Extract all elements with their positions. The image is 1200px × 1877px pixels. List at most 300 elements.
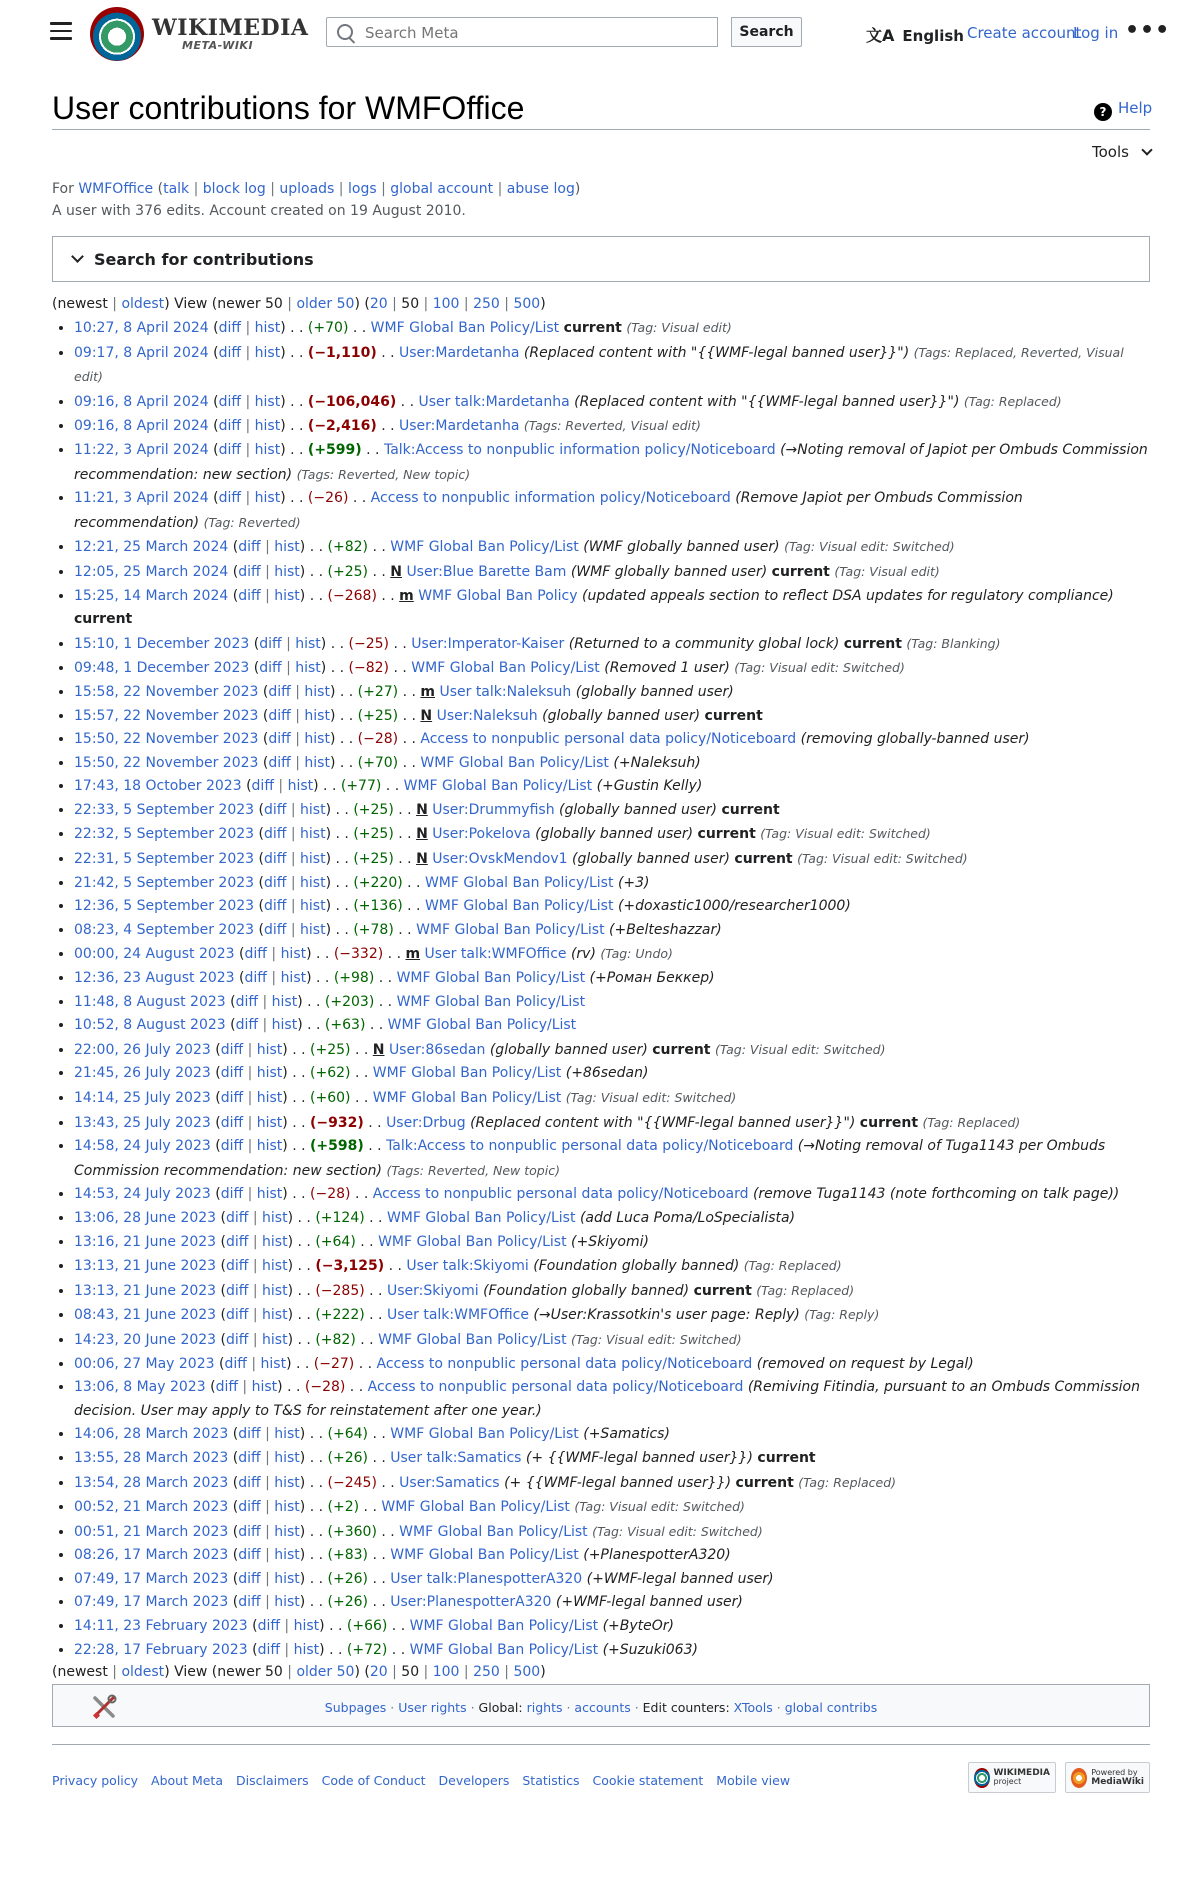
mediawiki-badge-icon	[1071, 1768, 1087, 1788]
separator: |	[260, 1523, 275, 1540]
separator: |	[281, 635, 296, 652]
diff-link[interactable]: diff	[238, 539, 261, 556]
help-link[interactable]	[1094, 99, 1152, 121]
footer-link[interactable]: Privacy policy	[52, 1773, 139, 1788]
diff-link[interactable]: diff	[264, 801, 287, 818]
timestamp-link[interactable]: 15:10, 1 December 2023	[74, 635, 250, 652]
limit-link[interactable]: 20	[369, 296, 388, 312]
timestamp-link[interactable]: 10:27, 8 April 2024	[74, 320, 209, 336]
xtools-link[interactable]: XTools	[733, 1700, 773, 1716]
create-account-link[interactable]: Create account	[967, 24, 1082, 42]
hist-link[interactable]: hist	[254, 490, 281, 507]
diff-link[interactable]: diff	[238, 1547, 261, 1564]
timestamp-link[interactable]: 12:21, 25 March 2024	[74, 539, 229, 556]
timestamp-link[interactable]: 14:58, 24 July 2023	[74, 1138, 211, 1155]
size-change: (−26)	[307, 490, 349, 507]
new-page-flag: N	[416, 801, 428, 818]
hist-link[interactable]: hist	[295, 660, 321, 677]
edit-summary: (→Noting removal of Tuga1143 per Ombuds Commission recommendation: new section)	[74, 1138, 1106, 1179]
user-tool-link[interactable]: abuse log	[506, 181, 575, 197]
page-link[interactable]: WMF Global Ban Policy/List	[378, 1233, 567, 1250]
page-link[interactable]: User talk:WMFOffice	[386, 1307, 529, 1324]
hist-link[interactable]: hist	[254, 393, 281, 410]
limit-link[interactable]: 100	[432, 1664, 460, 1681]
timestamp-link[interactable]: 00:06, 27 May 2023	[74, 1355, 215, 1372]
page-link[interactable]: User:Drbug	[386, 1114, 466, 1131]
edit-summary: (+ByteOr)	[602, 1618, 675, 1635]
hist-link[interactable]: hist	[256, 1186, 283, 1203]
timestamp-link[interactable]: 13:55, 28 March 2023	[74, 1449, 229, 1466]
page-link[interactable]: User talk:Mardetanha	[418, 393, 570, 410]
hist-link[interactable]: hist	[274, 1474, 300, 1491]
timestamp-link[interactable]: 14:06, 28 March 2023	[74, 1426, 229, 1443]
powered-by-mediawiki-badge[interactable]	[1065, 1762, 1150, 1793]
size-value: +70	[363, 754, 393, 771]
global-rights-link[interactable]: rights	[526, 1700, 563, 1716]
timestamp-link[interactable]: 13:06, 8 May 2023	[74, 1379, 206, 1396]
hist-link[interactable]: hist	[271, 993, 298, 1010]
user-tool-link[interactable]: talk	[163, 181, 190, 197]
separator: |	[243, 1138, 257, 1155]
hist-link[interactable]: hist	[295, 635, 321, 652]
diff-link[interactable]: diff	[220, 1041, 244, 1058]
diff-link[interactable]: diff	[218, 344, 242, 361]
diff-link[interactable]: diff	[251, 778, 274, 795]
diff-link[interactable]: diff	[238, 563, 261, 580]
size-change: (+70)	[307, 320, 349, 336]
page-link[interactable]: Access to nonpublic personal data policy/Noticeboard	[420, 731, 797, 748]
page-link[interactable]: User:Blue Barette Bam	[406, 563, 567, 580]
timestamp-link[interactable]: 12:36, 5 September 2023	[74, 898, 255, 915]
older-link[interactable]: older 50	[296, 1664, 355, 1681]
diff-link[interactable]: diff	[259, 660, 282, 677]
hist-link[interactable]: hist	[304, 707, 330, 724]
more-options-icon[interactable]: •••	[1125, 18, 1171, 43]
hist-link[interactable]: hist	[274, 563, 300, 580]
page-link[interactable]: WMF Global Ban Policy/List	[416, 921, 605, 938]
separator: |	[260, 1449, 275, 1466]
page-link[interactable]: User:Mardetanha	[399, 344, 520, 361]
diff-link[interactable]: diff	[264, 921, 287, 938]
separator: |	[290, 731, 305, 748]
limit-link[interactable]: 100	[432, 296, 460, 312]
timestamp-link[interactable]: 13:06, 28 June 2023	[74, 1209, 217, 1226]
diff-link[interactable]: diff	[226, 1209, 249, 1226]
hist-link[interactable]: hist	[304, 731, 330, 748]
page-link[interactable]: User:86sedan	[388, 1041, 486, 1058]
size-value: +360	[332, 1523, 372, 1540]
timestamp-link[interactable]: 07:49, 17 March 2023	[74, 1594, 229, 1611]
size-value: +98	[339, 970, 369, 987]
separator: |	[241, 441, 255, 458]
page-link[interactable]: Talk:Access to nonpublic personal data policy/Noticeboard	[386, 1138, 794, 1155]
page-link[interactable]: User talk:Skiyomi	[406, 1258, 529, 1275]
diff-link[interactable]: diff	[226, 1258, 249, 1275]
login-link[interactable]: Log in	[1073, 24, 1119, 42]
footer-link[interactable]: Code of Conduct	[321, 1773, 426, 1788]
page-link[interactable]: Access to nonpublic information policy/Noticeboard	[370, 490, 731, 507]
page-link[interactable]: User talk:Samatics	[390, 1449, 522, 1466]
hist-link[interactable]: hist	[274, 1426, 300, 1443]
hist-link[interactable]: hist	[280, 946, 307, 963]
timestamp-link[interactable]: 22:28, 17 February 2023	[74, 1641, 248, 1658]
hist-link[interactable]: hist	[254, 320, 281, 336]
page-link[interactable]: WMF Global Ban Policy/List	[424, 874, 614, 891]
page-link[interactable]: WMF Global Ban Policy/List	[390, 1426, 579, 1443]
page-link[interactable]: WMF Global Ban Policy	[418, 587, 578, 604]
timestamp-link[interactable]: 10:52, 8 August 2023	[74, 1017, 226, 1034]
page-link[interactable]: Access to nonpublic personal data policy/Noticeboard	[372, 1186, 749, 1203]
timestamp-link[interactable]: 15:25, 14 March 2024	[74, 587, 229, 604]
page-link[interactable]: WMF Global Ban Policy/List	[372, 1065, 562, 1082]
diff-link[interactable]: diff	[235, 993, 259, 1010]
diff-link[interactable]: diff	[220, 1186, 244, 1203]
page-link[interactable]: User:Mardetanha	[399, 418, 520, 435]
hist-link[interactable]: hist	[260, 1355, 287, 1372]
hist-link[interactable]: hist	[262, 1233, 288, 1250]
search-button[interactable]: Search	[731, 17, 802, 47]
timestamp-link[interactable]: 14:11, 23 February 2023	[74, 1618, 248, 1635]
tags: (Tag: Reverted)	[203, 514, 301, 530]
hist-link[interactable]: hist	[254, 344, 281, 361]
timestamp-link[interactable]: 22:00, 26 July 2023	[74, 1041, 211, 1058]
edit-summary: (remove Tuga1143 (note forthcoming on talk page))	[752, 1186, 1120, 1203]
hist-link[interactable]: hist	[300, 898, 326, 915]
timestamp-link[interactable]: 08:43, 21 June 2023	[74, 1307, 217, 1324]
hist-link[interactable]: hist	[262, 1282, 288, 1299]
diff-link[interactable]: diff	[218, 441, 242, 458]
global-contribs-link[interactable]: global contribs	[784, 1700, 878, 1716]
hist-link[interactable]: hist	[271, 1017, 298, 1034]
timestamp-link[interactable]: 21:45, 26 July 2023	[74, 1065, 211, 1082]
timestamp-link[interactable]: 08:26, 17 March 2023	[74, 1547, 229, 1564]
contribution-item: • 07:49, 17 March 2023 (diff | hist) . . (+26) . . User talk:PlanespotterA320 (+WMF-legal banned user)	[74, 1568, 1150, 1592]
timestamp-link[interactable]: 14:14, 25 July 2023	[74, 1090, 211, 1106]
diff-link[interactable]: diff	[264, 826, 287, 843]
page-link[interactable]: WMF Global Ban Policy/List	[370, 320, 560, 336]
timestamp-link[interactable]: 15:50, 22 November 2023	[74, 754, 259, 771]
badge-mw-line1: Powered by	[1091, 1767, 1138, 1777]
size-value: +124	[320, 1209, 360, 1226]
footer-link[interactable]: Cookie statement	[592, 1773, 704, 1788]
edit-summary: (Returned to a community global lock)	[568, 635, 840, 652]
current-label: current	[652, 1041, 711, 1058]
page-link[interactable]: WMF Global Ban Policy/List	[420, 754, 609, 771]
limit-link[interactable]: 500	[513, 1664, 541, 1681]
size-value: −28	[315, 1186, 346, 1203]
page-link[interactable]: User:Naleksuh	[436, 707, 538, 724]
diff-link[interactable]: diff	[220, 1065, 244, 1082]
hist-link[interactable]: hist	[274, 1547, 300, 1564]
page-link[interactable]: WMF Global Ban Policy/List	[390, 539, 579, 556]
size-value: +70	[313, 320, 343, 336]
diff-link[interactable]: diff	[268, 754, 291, 771]
timestamp-link[interactable]: 09:16, 8 April 2024	[74, 418, 209, 435]
tools-dropdown[interactable]	[1092, 143, 1151, 161]
hist-link[interactable]: hist	[300, 826, 326, 843]
diff-link[interactable]: diff	[226, 1233, 249, 1250]
current-label: current	[859, 1114, 919, 1131]
timestamp-link[interactable]: 21:42, 5 September 2023	[74, 874, 255, 891]
diff-link[interactable]: diff	[215, 1379, 238, 1396]
separator: |	[246, 1355, 261, 1372]
user-tool-link[interactable]: uploads	[279, 181, 335, 197]
separator: |	[499, 1664, 514, 1681]
diff-link[interactable]: diff	[235, 1017, 259, 1034]
diff-link[interactable]: diff	[226, 1331, 249, 1348]
size-value: +72	[352, 1641, 382, 1658]
separator: |	[107, 296, 122, 312]
timestamp-link[interactable]: 12:36, 23 August 2023	[74, 970, 235, 987]
size-value: −28	[363, 731, 393, 748]
hist-link[interactable]: hist	[262, 1307, 288, 1324]
hist-link[interactable]: hist	[254, 418, 281, 435]
search-input[interactable]	[363, 23, 707, 43]
hist-link[interactable]: hist	[304, 683, 330, 700]
diff-link[interactable]: diff	[244, 946, 267, 963]
diff-link[interactable]: diff	[220, 1114, 244, 1131]
search-contributions-toggle[interactable]	[52, 236, 1150, 282]
page-link[interactable]: WMF Global Ban Policy/List	[378, 1331, 567, 1348]
timestamp-link[interactable]: 13:13, 21 June 2023	[74, 1282, 217, 1299]
hist-link[interactable]: hist	[300, 874, 326, 891]
diff-link[interactable]: diff	[224, 1355, 247, 1372]
edit-summary: (globally banned user)	[535, 826, 694, 843]
page-link[interactable]: User:OvskMendov1	[432, 851, 568, 868]
timestamp-link[interactable]: 22:32, 5 September 2023	[74, 826, 255, 843]
separator: |	[260, 1570, 275, 1587]
oldest-link[interactable]: oldest	[121, 1664, 165, 1681]
page-link[interactable]: User:Imperator-Kaiser	[411, 635, 565, 652]
diff-link[interactable]: diff	[264, 898, 287, 915]
size-value: +26	[332, 1594, 363, 1611]
page-link[interactable]: WMF Global Ban Policy/List	[409, 1618, 599, 1635]
diff-link[interactable]: diff	[264, 851, 287, 868]
hist-link[interactable]: hist	[274, 539, 300, 556]
edit-summary: (Removed 1 user)	[604, 660, 730, 677]
page-link[interactable]: WMF Global Ban Policy/List	[409, 1641, 599, 1658]
diff-link[interactable]: diff	[226, 1307, 249, 1324]
hist-link[interactable]: hist	[287, 778, 314, 795]
separator: |	[290, 683, 305, 700]
timestamp-link[interactable]: 22:31, 5 September 2023	[74, 851, 255, 868]
timestamp-link[interactable]: 15:58, 22 November 2023	[74, 683, 259, 700]
page-link[interactable]: WMF Global Ban Policy/List	[387, 1017, 577, 1034]
hist-link[interactable]: hist	[274, 1523, 300, 1540]
page-link[interactable]: Access to nonpublic personal data policy/Noticeboard	[367, 1379, 744, 1396]
main-menu-icon[interactable]	[50, 22, 72, 40]
size-change: (+27)	[357, 683, 399, 700]
new-page-flag: N	[416, 826, 428, 843]
diff-link[interactable]: diff	[238, 1426, 261, 1443]
user-tool-link[interactable]: block log	[202, 181, 266, 197]
page-link[interactable]: WMF Global Ban Policy/List	[424, 898, 614, 915]
timestamp-link[interactable]: 15:50, 22 November 2023	[74, 731, 259, 748]
global-accounts-link[interactable]: accounts	[574, 1700, 631, 1716]
timestamp-link[interactable]: 13:43, 25 July 2023	[74, 1114, 211, 1131]
tags: (Tag: Replaced)	[756, 1282, 855, 1298]
diff-link[interactable]: diff	[238, 1570, 261, 1587]
diff-link[interactable]: diff	[268, 707, 291, 724]
diff-link[interactable]: diff	[218, 490, 242, 507]
wikimedia-project-badge[interactable]	[968, 1762, 1056, 1793]
page-link[interactable]: WMF Global Ban Policy/List	[403, 778, 593, 795]
size-change: (+25)	[327, 563, 368, 580]
hist-link[interactable]: hist	[300, 801, 326, 818]
separator: |	[189, 181, 203, 197]
footer-link[interactable]: Statistics	[522, 1773, 580, 1788]
oldest-link[interactable]: oldest	[121, 296, 165, 312]
page-link[interactable]: User talk:WMFOffice	[424, 946, 567, 963]
page-link[interactable]: User talk:Naleksuh	[439, 683, 572, 700]
page-link[interactable]: User:Drummyfish	[432, 801, 555, 818]
edit-summary: (Remiving Fitindia, pursuant to an Ombuds Commission decision. User may apply to T&S for reinstatement after one year.)	[74, 1379, 1140, 1419]
language-selector[interactable]	[866, 23, 964, 46]
size-value: −932	[316, 1114, 358, 1131]
user-tool-link[interactable]: logs	[347, 181, 377, 197]
timestamp-link[interactable]: 14:23, 20 June 2023	[74, 1331, 217, 1348]
size-change: (+222)	[315, 1307, 365, 1324]
diff-link[interactable]: diff	[220, 1090, 244, 1106]
hist-link[interactable]: hist	[280, 970, 307, 987]
tags: (Tags: Reverted, Visual edit)	[523, 418, 701, 434]
timestamp-link[interactable]: 12:05, 25 March 2024	[74, 563, 229, 580]
user-rights-link[interactable]: User rights	[398, 1700, 467, 1716]
timestamp-link[interactable]: 09:16, 8 April 2024	[74, 393, 209, 410]
timestamp-link[interactable]: 11:48, 8 August 2023	[74, 993, 226, 1010]
timestamp-link[interactable]: 11:21, 3 April 2024	[74, 490, 209, 507]
timestamp-link[interactable]: 17:43, 18 October 2023	[74, 778, 242, 795]
limit-link[interactable]: 250	[473, 296, 500, 312]
timestamp-link[interactable]: 13:16, 21 June 2023	[74, 1233, 217, 1250]
diff-link[interactable]: diff	[220, 1138, 244, 1155]
page-link[interactable]: Talk:Access to nonpublic information policy/Noticeboard	[383, 441, 776, 458]
timestamp-link[interactable]: 22:33, 5 September 2023	[74, 801, 255, 818]
separator: |	[387, 296, 402, 312]
older-link[interactable]: older 50	[296, 296, 355, 312]
hist-link[interactable]: hist	[256, 1138, 283, 1155]
hist-link[interactable]: hist	[293, 1641, 320, 1658]
limit-link[interactable]: 500	[513, 296, 541, 312]
diff-link[interactable]: diff	[259, 635, 282, 652]
hist-link[interactable]: hist	[262, 1209, 288, 1226]
diff-link[interactable]: diff	[238, 1594, 261, 1611]
page-link[interactable]: User:Skiyomi	[386, 1282, 479, 1299]
page-link[interactable]: WMF Global Ban Policy/List	[372, 1090, 562, 1106]
hist-link[interactable]: hist	[293, 1618, 320, 1635]
contribution-item: • 15:50, 22 November 2023 (diff | hist) . . (−28) . . Access to nonpublic personal data policy/Noticeboard (removing globally-banned user)	[74, 728, 1150, 752]
limit-link[interactable]: 20	[369, 1664, 388, 1681]
contribution-item: • 13:06, 28 June 2023 (diff | hist) . . (+124) . . WMF Global Ban Policy/List (add Luca Poma/LoSpecialista)	[74, 1207, 1150, 1231]
diff-link[interactable]: diff	[268, 683, 291, 700]
timestamp-link[interactable]: 09:48, 1 December 2023	[74, 660, 250, 677]
timestamp-link[interactable]: 00:00, 24 August 2023	[74, 946, 235, 963]
footer-link[interactable]: Mobile view	[716, 1773, 791, 1788]
diff-link[interactable]: diff	[238, 1449, 261, 1466]
hist-link[interactable]: hist	[251, 1379, 278, 1396]
footer-link[interactable]: About Meta	[151, 1773, 223, 1788]
timestamp-link[interactable]: 09:17, 8 April 2024	[74, 344, 209, 361]
page-link[interactable]: WMF Global Ban Policy/List	[390, 1547, 579, 1564]
tags: (Tag: Visual edit: Switched)	[565, 1090, 737, 1105]
hist-link[interactable]: hist	[256, 1114, 283, 1131]
hist-link[interactable]: hist	[274, 587, 300, 604]
page-link[interactable]: User talk:PlanespotterA320	[390, 1570, 583, 1587]
user-link[interactable]: WMFOffice	[78, 181, 154, 197]
size-value: +26	[332, 1449, 363, 1466]
diff-link[interactable]: diff	[257, 1618, 280, 1635]
page-link[interactable]: User:Pokelova	[432, 826, 531, 843]
diff-link[interactable]: diff	[238, 1523, 261, 1540]
timestamp-link[interactable]: 15:57, 22 November 2023	[74, 707, 259, 724]
hist-link[interactable]: hist	[262, 1331, 288, 1348]
diff-link[interactable]: diff	[238, 1499, 261, 1516]
diff-link[interactable]: diff	[218, 418, 242, 435]
diff-link[interactable]: diff	[268, 731, 291, 748]
diff-link[interactable]: diff	[218, 393, 242, 410]
timestamp-link[interactable]: 00:51, 21 March 2023	[74, 1523, 229, 1540]
page-link[interactable]: WMF Global Ban Policy/List	[381, 1499, 570, 1516]
hist-link[interactable]: hist	[304, 754, 330, 771]
edit-summary: (globally banned user)	[571, 851, 730, 868]
timestamp-link[interactable]: 13:54, 28 March 2023	[74, 1474, 229, 1491]
page-link[interactable]: WMF Global Ban Policy/List	[396, 970, 586, 987]
diff-link[interactable]: diff	[257, 1641, 280, 1658]
hist-link[interactable]: hist	[274, 1594, 300, 1611]
page-link[interactable]: WMF Global Ban Policy/List	[399, 1523, 588, 1540]
hist-link[interactable]: hist	[256, 1041, 283, 1058]
diff-link[interactable]: diff	[238, 1474, 261, 1491]
timestamp-link[interactable]: 00:52, 21 March 2023	[74, 1499, 229, 1516]
hist-link[interactable]: hist	[256, 1065, 283, 1082]
hist-link[interactable]: hist	[300, 851, 326, 868]
size-value: +66	[352, 1618, 382, 1635]
user-tool-link[interactable]: global account	[390, 181, 494, 197]
hist-link[interactable]: hist	[274, 1499, 300, 1516]
diff-link[interactable]: diff	[238, 587, 261, 604]
edit-summary: (Remove Japiot per Ombuds Commission recommendation)	[74, 490, 1023, 531]
page-link[interactable]: User:PlanespotterA320	[390, 1594, 552, 1611]
edit-summary: (→Noting removal of Japiot per Ombuds Commission recommendation: new section)	[74, 441, 1148, 483]
hist-link[interactable]: hist	[274, 1570, 300, 1587]
footer-link[interactable]: Disclaimers	[236, 1773, 309, 1788]
diff-link[interactable]: diff	[218, 320, 242, 336]
limit-link[interactable]: 250	[473, 1664, 500, 1681]
hist-link[interactable]: hist	[300, 921, 326, 938]
timestamp-link[interactable]: 11:22, 3 April 2024	[74, 441, 209, 458]
subpages-link[interactable]: Subpages	[324, 1700, 387, 1716]
newest-label: newest	[57, 296, 108, 312]
hist-link[interactable]: hist	[256, 1090, 283, 1106]
page-link[interactable]: WMF Global Ban Policy/List	[386, 1209, 576, 1226]
page-link[interactable]: WMF Global Ban Policy/List	[411, 660, 600, 677]
page-link[interactable]: User:Samatics	[399, 1474, 500, 1491]
hist-link[interactable]: hist	[262, 1258, 288, 1275]
timestamp-link[interactable]: 07:49, 17 March 2023	[74, 1570, 229, 1587]
footer-link[interactable]: Developers	[438, 1773, 510, 1788]
diff-link[interactable]: diff	[264, 874, 287, 891]
hist-link[interactable]: hist	[274, 1449, 300, 1466]
page-link[interactable]: WMF Global Ban Policy/List	[396, 993, 586, 1010]
hist-link[interactable]: hist	[254, 441, 281, 458]
timestamp-link[interactable]: 14:53, 24 July 2023	[74, 1186, 211, 1203]
page-link[interactable]: Access to nonpublic personal data policy/Noticeboard	[376, 1355, 753, 1372]
timestamp-link[interactable]: 13:13, 21 June 2023	[74, 1258, 217, 1275]
site-logo[interactable]	[90, 7, 308, 61]
timestamp-link[interactable]: 08:23, 4 September 2023	[74, 921, 255, 938]
diff-link[interactable]: diff	[226, 1282, 249, 1299]
diff-link[interactable]: diff	[244, 970, 267, 987]
